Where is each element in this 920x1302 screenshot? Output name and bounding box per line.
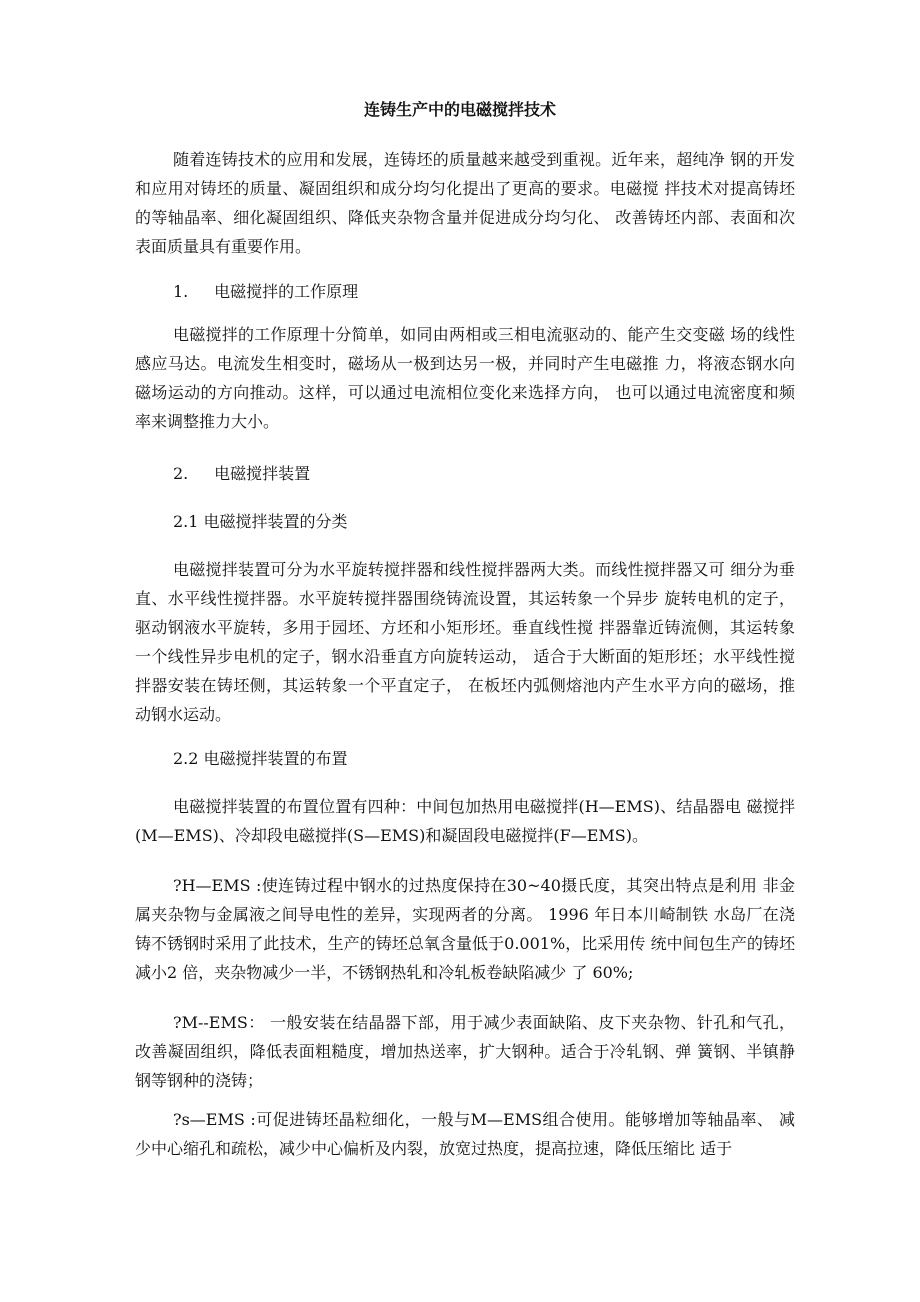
section-2-title: 电磁搅拌装置: [214, 464, 311, 483]
sems-paragraph: ?s—EMS :可促进铸坯晶粒细化，一般与M—EMS组合使用。能够增加等轴晶率、 减少中心缩孔和疏松，减少中心偏析及内裂，放宽过热度，提高拉速，降低压缩比 适于: [135, 1110, 795, 1158]
intro-paragraph: 随着连铸技术的应用和发展，连铸坯的质量越来越受到重视。近年来，超纯净 钢的开发和应用对铸坯的质量、凝固组织和成分均匀化提出了更高的要求。电磁搅 拌技术对提高铸坯的等轴晶率、细化凝固组织、降低夹杂物含量并促进成分均匀化、 改善铸坯内部、表面和次表面质量具有重要作用。: [135, 150, 795, 256]
section-2-2-paragraph: 电磁搅拌装置的布置位置有四种：中间包加热用电磁搅拌(H—EMS)、结晶器电 磁搅拌(M—EMS)、冷却段电磁搅拌(S—EMS)和凝固段电磁搅拌(F—EMS)。: [135, 797, 795, 845]
section-2-heading: [173, 462, 310, 486]
section-2-2-heading: 2.2 电磁搅拌装置的布置: [173, 749, 348, 768]
section-2-number: 2.: [173, 464, 189, 483]
document-title: 连铸生产中的电磁搅拌技术: [363, 100, 556, 119]
section-1-title: 电磁搅拌的工作原理: [214, 282, 359, 301]
section-1-number: 1.: [173, 282, 189, 301]
section-2-1-paragraph: 电磁搅拌装置可分为水平旋转搅拌器和线性搅拌器两大类。而线性搅拌器又可 细分为垂直、水平线性搅拌器。水平旋转搅拌器围绕铸流设置，其运转象一个异步 旋转电机的定子，驱动钢液水平旋转，多用于园坯、方坯和小矩形坯。垂直线性搅 拌器靠近铸流侧，其运转象一个线性异步电机的定子，钢水沿垂直方向旋转运动， 适合于大断面的矩形坯；水平线性搅拌器安装在铸坯侧，其运转象一个平直定子， 在板坯内弧侧熔池内产生水平方向的磁场，推动钢水运动。: [135, 560, 795, 724]
hems-paragraph: ?H—EMS :使连铸过程中钢水的过热度保持在30~40摄氏度，其突出特点是利用 非金属夹杂物与金属液之间导电性的差异，实现两者的分离。 1996 年日本川崎制铁 水岛厂在浇铸不锈钢时采用了此技术，生产的铸坯总氧含量低于0.001%，比采用传 统中间包生产的铸坯减小2 倍，夹杂物减少一半，不锈钢热轧和冷轧板卷缺陷减少 了 60%;: [135, 876, 795, 982]
section-1-paragraph: 电磁搅拌的工作原理十分简单，如同由两相或三相电流驱动的、能产生交变磁 场的线性感应马达。电流发生相变时，磁场从一极到达另一极，并同时产生电磁推 力，将液态钢水向磁场运动的方向推动。这样，可以通过电流相位变化来选择方向， 也可以通过电流密度和频率来调整推力大小。: [135, 325, 795, 431]
section-2-1-heading: 2.1 电磁搅拌装置的分类: [173, 512, 348, 531]
mems-paragraph: ?M--EMS： 一般安装在结晶器下部，用于减少表面缺陷、皮下夹杂物、针孔和气孔，改善凝固组织，降低表面粗糙度，增加热送率，扩大钢种。适合于冷轧钢、弹 簧钢、半镇静钢等钢种的浇铸；: [135, 1013, 795, 1090]
section-1-heading: [173, 280, 358, 304]
